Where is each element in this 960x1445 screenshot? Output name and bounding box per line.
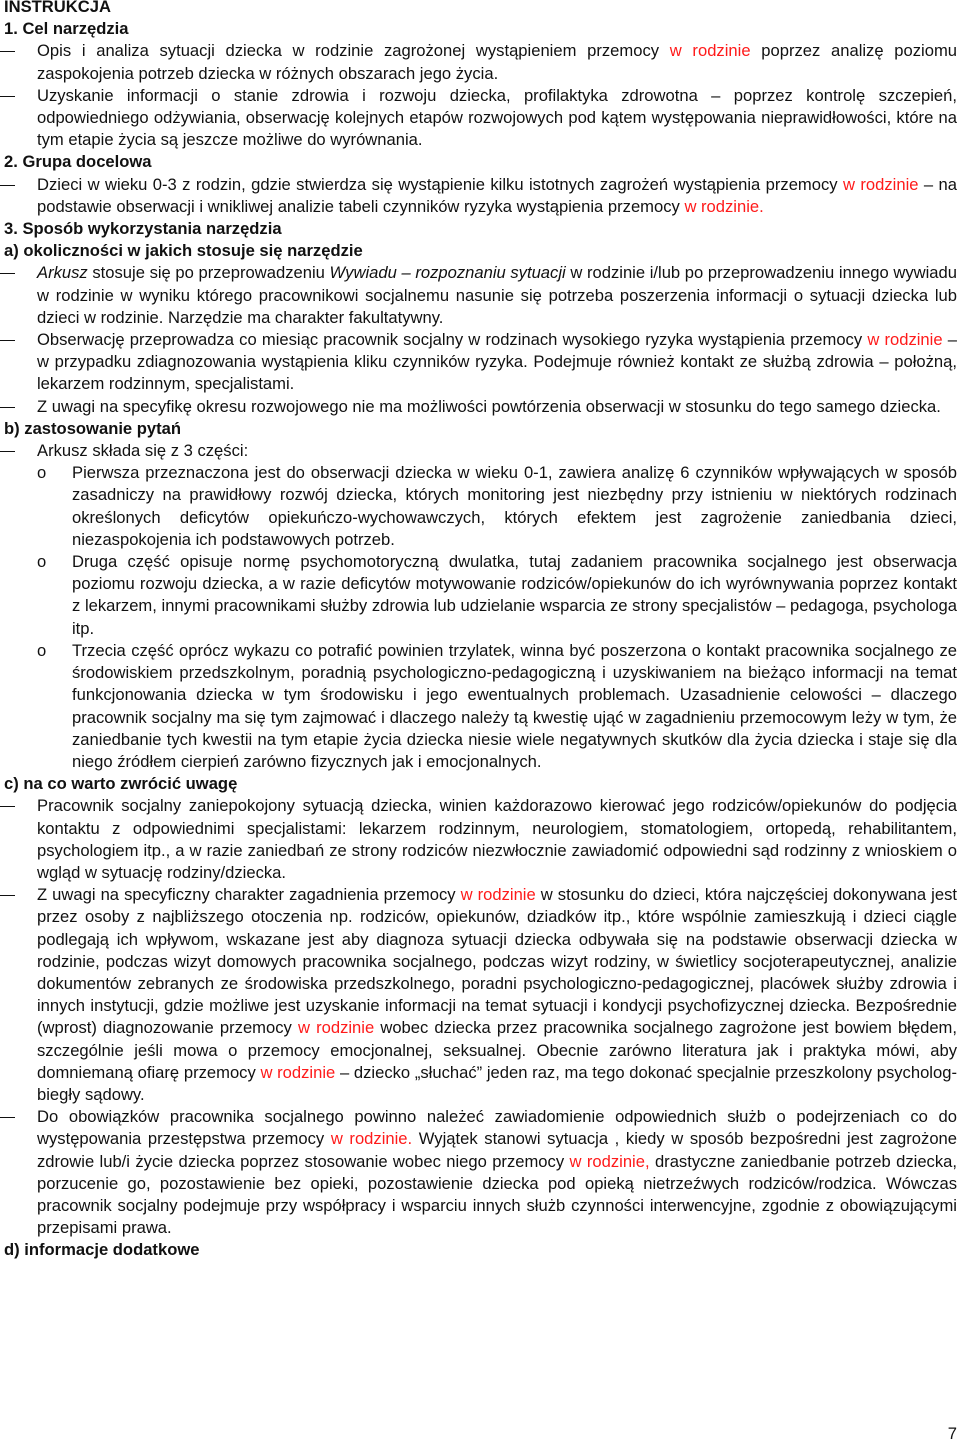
sub-list-item: o Pierwsza przeznaczona jest do obserwacji dziecka w wieku 0-1, zawiera analizę 6 czynników wpływających w sposób zasadniczy na prawidłowy rozwój dziecka, których monitoring jest niezbędny przy istnieniu w niektórych rodzinach określonych deficytów opiekuńczo-wychowawczych, których efektem jest zagrożenie zaniedbania dzieci, niezaspokojenia ich podstawowych potrzeb. xyxy=(37,463,957,549)
list-item: Do obowiązków pracownika socjalnego powinno należeć zawiadomienie odpowiednich służb o podejrzeniach co do występowania przestępstwa przemocy w rodzinie. Wyjątek stanowi sytuacja , kiedy w sposób bezpośredni jest zagrożone zdrowie lub/i życie dziecka poprzez stosowanie wobec niego przemocy w rodzinie, drastyczne zaniedbanie potrzeb dziecka, porzucenie go, pozostawienie bez opieki, pozostawienie dziecka pod opieką nietrzeźwych rodziców/rodzica. Wówczas pracownik socjalny podejmuje przy współpracy i wsparciu innych służb czynności interwencyjne, zgodnie z obowiązującymi przepisami prawa. xyxy=(0,1106,960,1239)
list-item: Z uwagi na specyficzny charakter zagadnienia przemocy w rodzinie w stosunku do dzieci, która najczęściej dokonywana jest przez osoby z najbliższego otoczenia np. rodziców, opiekunów, dziadków itp., które wspólnie zamieszkują i dzieci ciągle podlegają ich wpływom, wskazane jest aby diagnoza sytuacji dziecka odbywała się na podstawie obserwacji dziecka w rodzinie, podczas wizyt domowych pracownika socjalnego, podczas wizyt rodziny, w świetlicy socjoterapeutycznej, analizie dokumentów zebranych ze środowiska przedszkolnego, poradni psychologiczno-pedagogicznej, placówek służby zdrowia i innych instytucji, gdzie możliwe jest uzyskanie informacji na temat sytuacji i kondycji psychofizycznej dziecka. Bezpośrednie (wprost) diagnozowanie przemocy w rodzinie wobec dziecka przez pracownika socjalnego zagrożone jest bowiem błędem, szczególnie jeśli mowa o przemocy emocjonalnej, seksualnej. Obecnie zarówno literatura jak i praktyka mówi, aby domniemaną ofiarę przemocy w rodzinie – dziecko „słuchać” jeden raz, ma tego dokonać specjalnie przeszkolony psycholog- biegły sądowy. xyxy=(0,884,960,1106)
list-item: Opis i analiza sytuacji dziecka w rodzinie zagrożonej wystąpieniem przemocy w rodzinie poprzez analizę poziomu zaspokojenia potrzeb dziecka w różnych obszarach jego życia. xyxy=(0,40,960,84)
subsection-d-heading: d) informacje dodatkowe xyxy=(4,1240,200,1260)
list-item: Obserwację przeprowadza co miesiąc pracownik socjalny w rodzinach wysokiego ryzyka wystąpienia przemocy w rodzinie – w przypadku zdiagnozowania wystąpienia kliku czynników ryzyka. Podejmuje również kontakt ze służbą zdrowia – położną, lekarzem rodzinnym, specjalistami. xyxy=(0,329,960,396)
section-1-heading: 1. Cel narzędzia xyxy=(4,19,129,39)
list-item: Pracownik socjalny zaniepokojony sytuacją dziecka, winien każdorazowo kierować jego rodziców/opiekunów do podjęcia kontaktu z odpowiednimi specjalistami: lekarzem rodzinnym, neurologiem, stomatologiem, ortopedą, rehabilitantem, psychologiem itp., a w razie zaniedbań ze strony rodziców niezwłocznie zawiadomić odpowiedni sąd rodzinny z wnioskiem o wgląd w sytuację rodziny/dziecka. xyxy=(0,795,960,884)
list-item: Z uwagi na specyfikę okresu rozwojowego nie ma możliwości powtórzenia obserwacji w stosunku do tego samego dziecka. xyxy=(0,396,960,418)
dash-bullet xyxy=(0,273,15,274)
page-number: 7 xyxy=(947,1424,957,1443)
subsection-b-heading: b) zastosowanie pytań xyxy=(4,418,182,438)
section-2-heading: 2. Grupa docelowa xyxy=(4,152,152,172)
dash-bullet xyxy=(0,806,15,807)
document-title: INSTRUKCJA xyxy=(4,0,111,16)
section-3-heading: 3. Sposób wykorzystania narzędzia xyxy=(4,219,282,239)
list-item: Uzyskanie informacji o stanie zdrowia i rozwoju dziecka, profilaktyka zdrowotna – poprzez kontrolę szczepień, odpowiedniego odżywiania, obserwację kolejnych etapów rozwojowych pod kątem występowania nieprawidłowości, które na tym etapie życia są jeszcze możliwe do wyrównania. xyxy=(0,85,960,152)
dash-bullet xyxy=(0,340,15,341)
dash-bullet xyxy=(0,1117,15,1118)
circle-bullet: o xyxy=(37,463,47,483)
sub-list-item: o Trzecia część oprócz wykazu co potrafić powinien trzylatek, winna być poszerzona o kontakt pracownika socjalnego ze środowiskiem przedszkolnym, poradnią psychologiczno-pedagogiczną i uzyskiwaniem na bieżąco informacji na temat funkcjonowania dziecka w tym środowisku i jego ewentualnych problemach. Uzasadnienie celowości – dlaczego pracownik socjalny ma się tym zajmować i dlaczego należy tą kwestię ująć w zagadnieniu przemocowym leży w tym, że zaniedbanie tych kwestii na tym etapie życia dziecka niesie wiele negatywnych skutków dla życia dziecka i staje się dla niego źródłem cierpień zarówno fizycznych jak i emocjonalnych. xyxy=(37,640,957,771)
circle-bullet: o xyxy=(37,552,47,572)
dash-bullet xyxy=(0,407,15,408)
list-item: Arkusz stosuje się po przeprowadzeniu Wywiadu – rozpoznaniu sytuacji w rodzinie i/lub po przeprowadzeniu innego wywiadu w rodzinie w wyniku którego pracownikowi socjalnemu nasunie się potrzeba poszerzenia informacji o sytuacji dziecka lub dzieci w rodzinie. Narzędzie ma charakter fakultatywny. xyxy=(0,262,960,329)
dash-bullet xyxy=(0,895,15,896)
sub-list-item: o Druga część opisuje normę psychomotoryczną dwulatka, tutaj zadaniem pracownika socjalnego jest obserwacja poziomu rozwoju dziecka, a w razie deficytów motywowanie rodziców/opiekunów do ich wyrównywania poprzez kontakt z lekarzem, innymi pracownikami służby zdrowia lub udzielanie wsparcia ze strony specjalistów – pedagoga, psychologa itp. xyxy=(37,552,957,638)
dash-bullet xyxy=(0,96,15,97)
dash-bullet xyxy=(0,185,15,186)
dash-bullet xyxy=(0,51,15,52)
dash-bullet xyxy=(0,451,15,452)
subsection-a-heading: a) okoliczności w jakich stosuje się narzędzie xyxy=(4,241,363,261)
list-item: Arkusz składa się z 3 części: xyxy=(0,440,960,462)
circle-bullet: o xyxy=(37,640,47,660)
list-item: Dzieci w wieku 0-3 z rodzin, gdzie stwierdza się wystąpienie kilku istotnych zagrożeń wystąpienia przemocy w rodzinie – na podstawie obserwacji i wnikliwej analizie tabeli czynników ryzyka wystąpienia przemocy w rodzinie. xyxy=(0,174,960,218)
subsection-c-heading: c) na co warto zwrócić uwagę xyxy=(4,774,238,794)
